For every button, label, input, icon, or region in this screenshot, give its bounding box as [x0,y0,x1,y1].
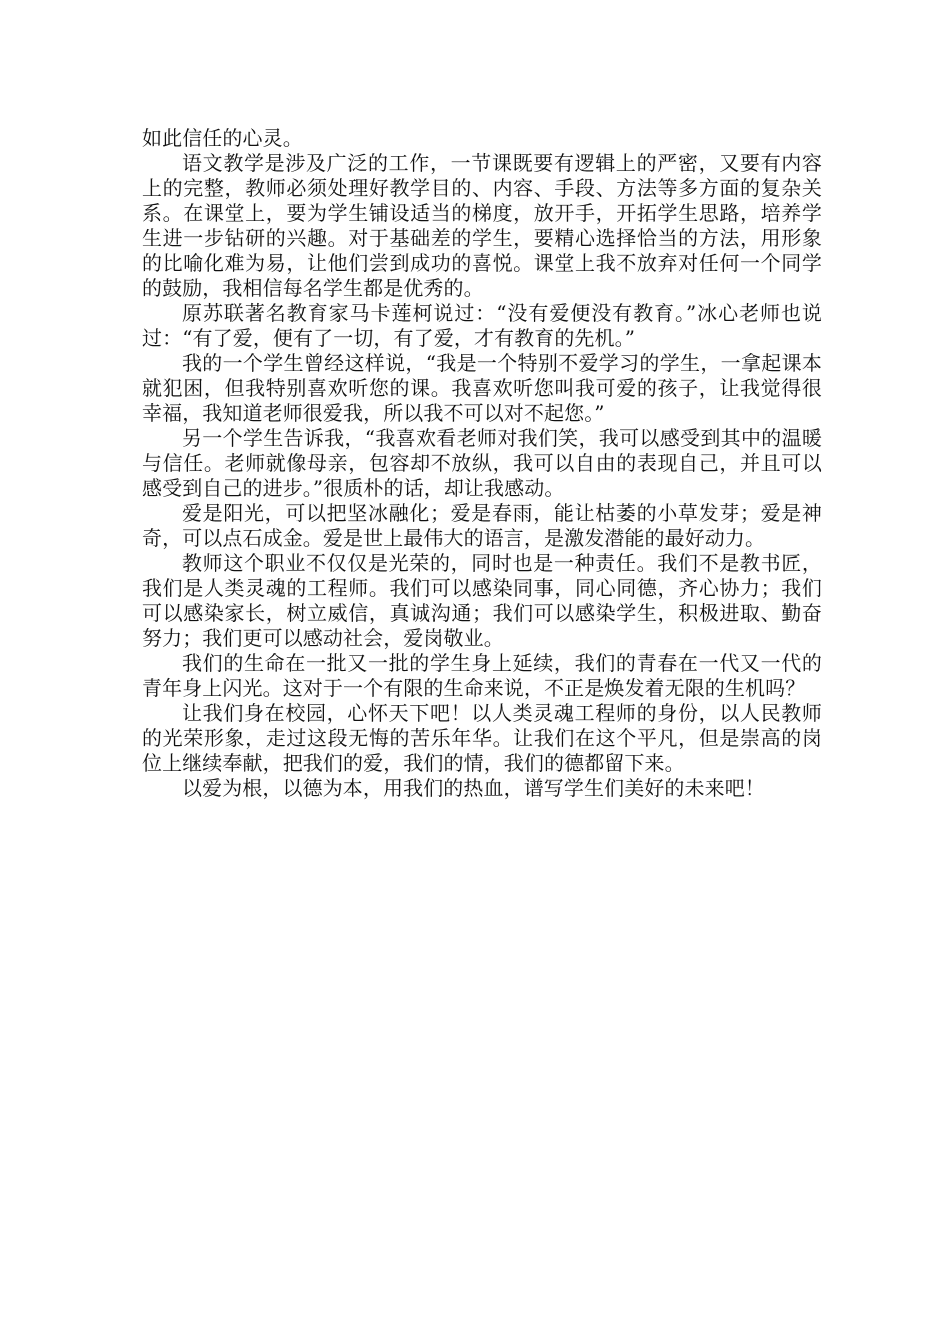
paragraph-love-is-sunshine: 爱是阳光，可以把坚冰融化；爱是春雨，能让枯萎的小草发芽；爱是神奇，可以点石成金。爱是世上最伟大的语言，是激发潜能的最好动力。 [142,501,822,550]
paragraph-continuation: 如此信任的心灵。 [142,126,303,150]
document-body [142,126,822,801]
paragraph-chinese-teaching: 语文教学是涉及广泛的工作，一节课既要有逻辑上的严密，又要有内容上的完整，教师必须处理好教学目的、内容、手段、方法等多方面的复杂关系。在课堂上，要为学生铺设适当的梯度，放开手，开拓学生思路，培养学生进一步钻研的兴趣。对于基础差的学生，要精心选择恰当的方法，用形象的比喻化难为易，让他们尝到成功的喜悦。课堂上我不放弃对任何一个同学的鼓励，我相信每名学生都是优秀的。 [142,151,822,300]
paragraph-teacher-responsibility: 教师这个职业不仅仅是光荣的，同时也是一种责任。我们不是教书匠，我们是人类灵魂的工程师。我们可以感染同事，同心同德，齐心协力；我们可以感染家长，树立威信，真诚沟通；我们可以感染学生，积极进取、勤奋努力；我们更可以感动社会，爱岗敬业。 [142,551,822,650]
paragraph-student-quote-two: 另一个学生告诉我，“我喜欢看老师对我们笑，我可以感受到其中的温暖与信任。老师就像母亲，包容却不放纵，我可以自由的表现自己，并且可以感受到自己的进步。”很质朴的话，却让我感动。 [142,426,822,500]
paragraph-closing: 以爱为根，以德为本，用我们的热血，谱写学生们美好的未来吧！ [182,776,765,800]
paragraph-quotes-love-education: 原苏联著名教育家马卡莲柯说过：“没有爱便没有教育。”冰心老师也说过：“有了爱，便有了一切，有了爱，才有教育的先机。” [142,301,822,350]
paragraph-student-quote-one: 我的一个学生曾经这样说，“我是一个特别不爱学习的学生，一拿起课本就犯困，但我特别喜欢听您的课。我喜欢听您叫我可爱的孩子，让我觉得很幸福，我知道老师很爱我，所以我不可以对不起您。” [142,351,822,425]
paragraph-call-to-action: 让我们身在校园，心怀天下吧！以人类灵魂工程师的身份，以人民教师的光荣形象，走过这段无悔的苦乐年华。让我们在这个平凡，但是崇高的岗位上继续奉献，把我们的爱，我们的情，我们的德都留下来。 [142,701,822,775]
paragraph-life-continues: 我们的生命在一批又一批的学生身上延续，我们的青春在一代又一代的青年身上闪光。这对于一个有限的生命来说，不正是焕发着无限的生机吗？ [142,651,822,700]
